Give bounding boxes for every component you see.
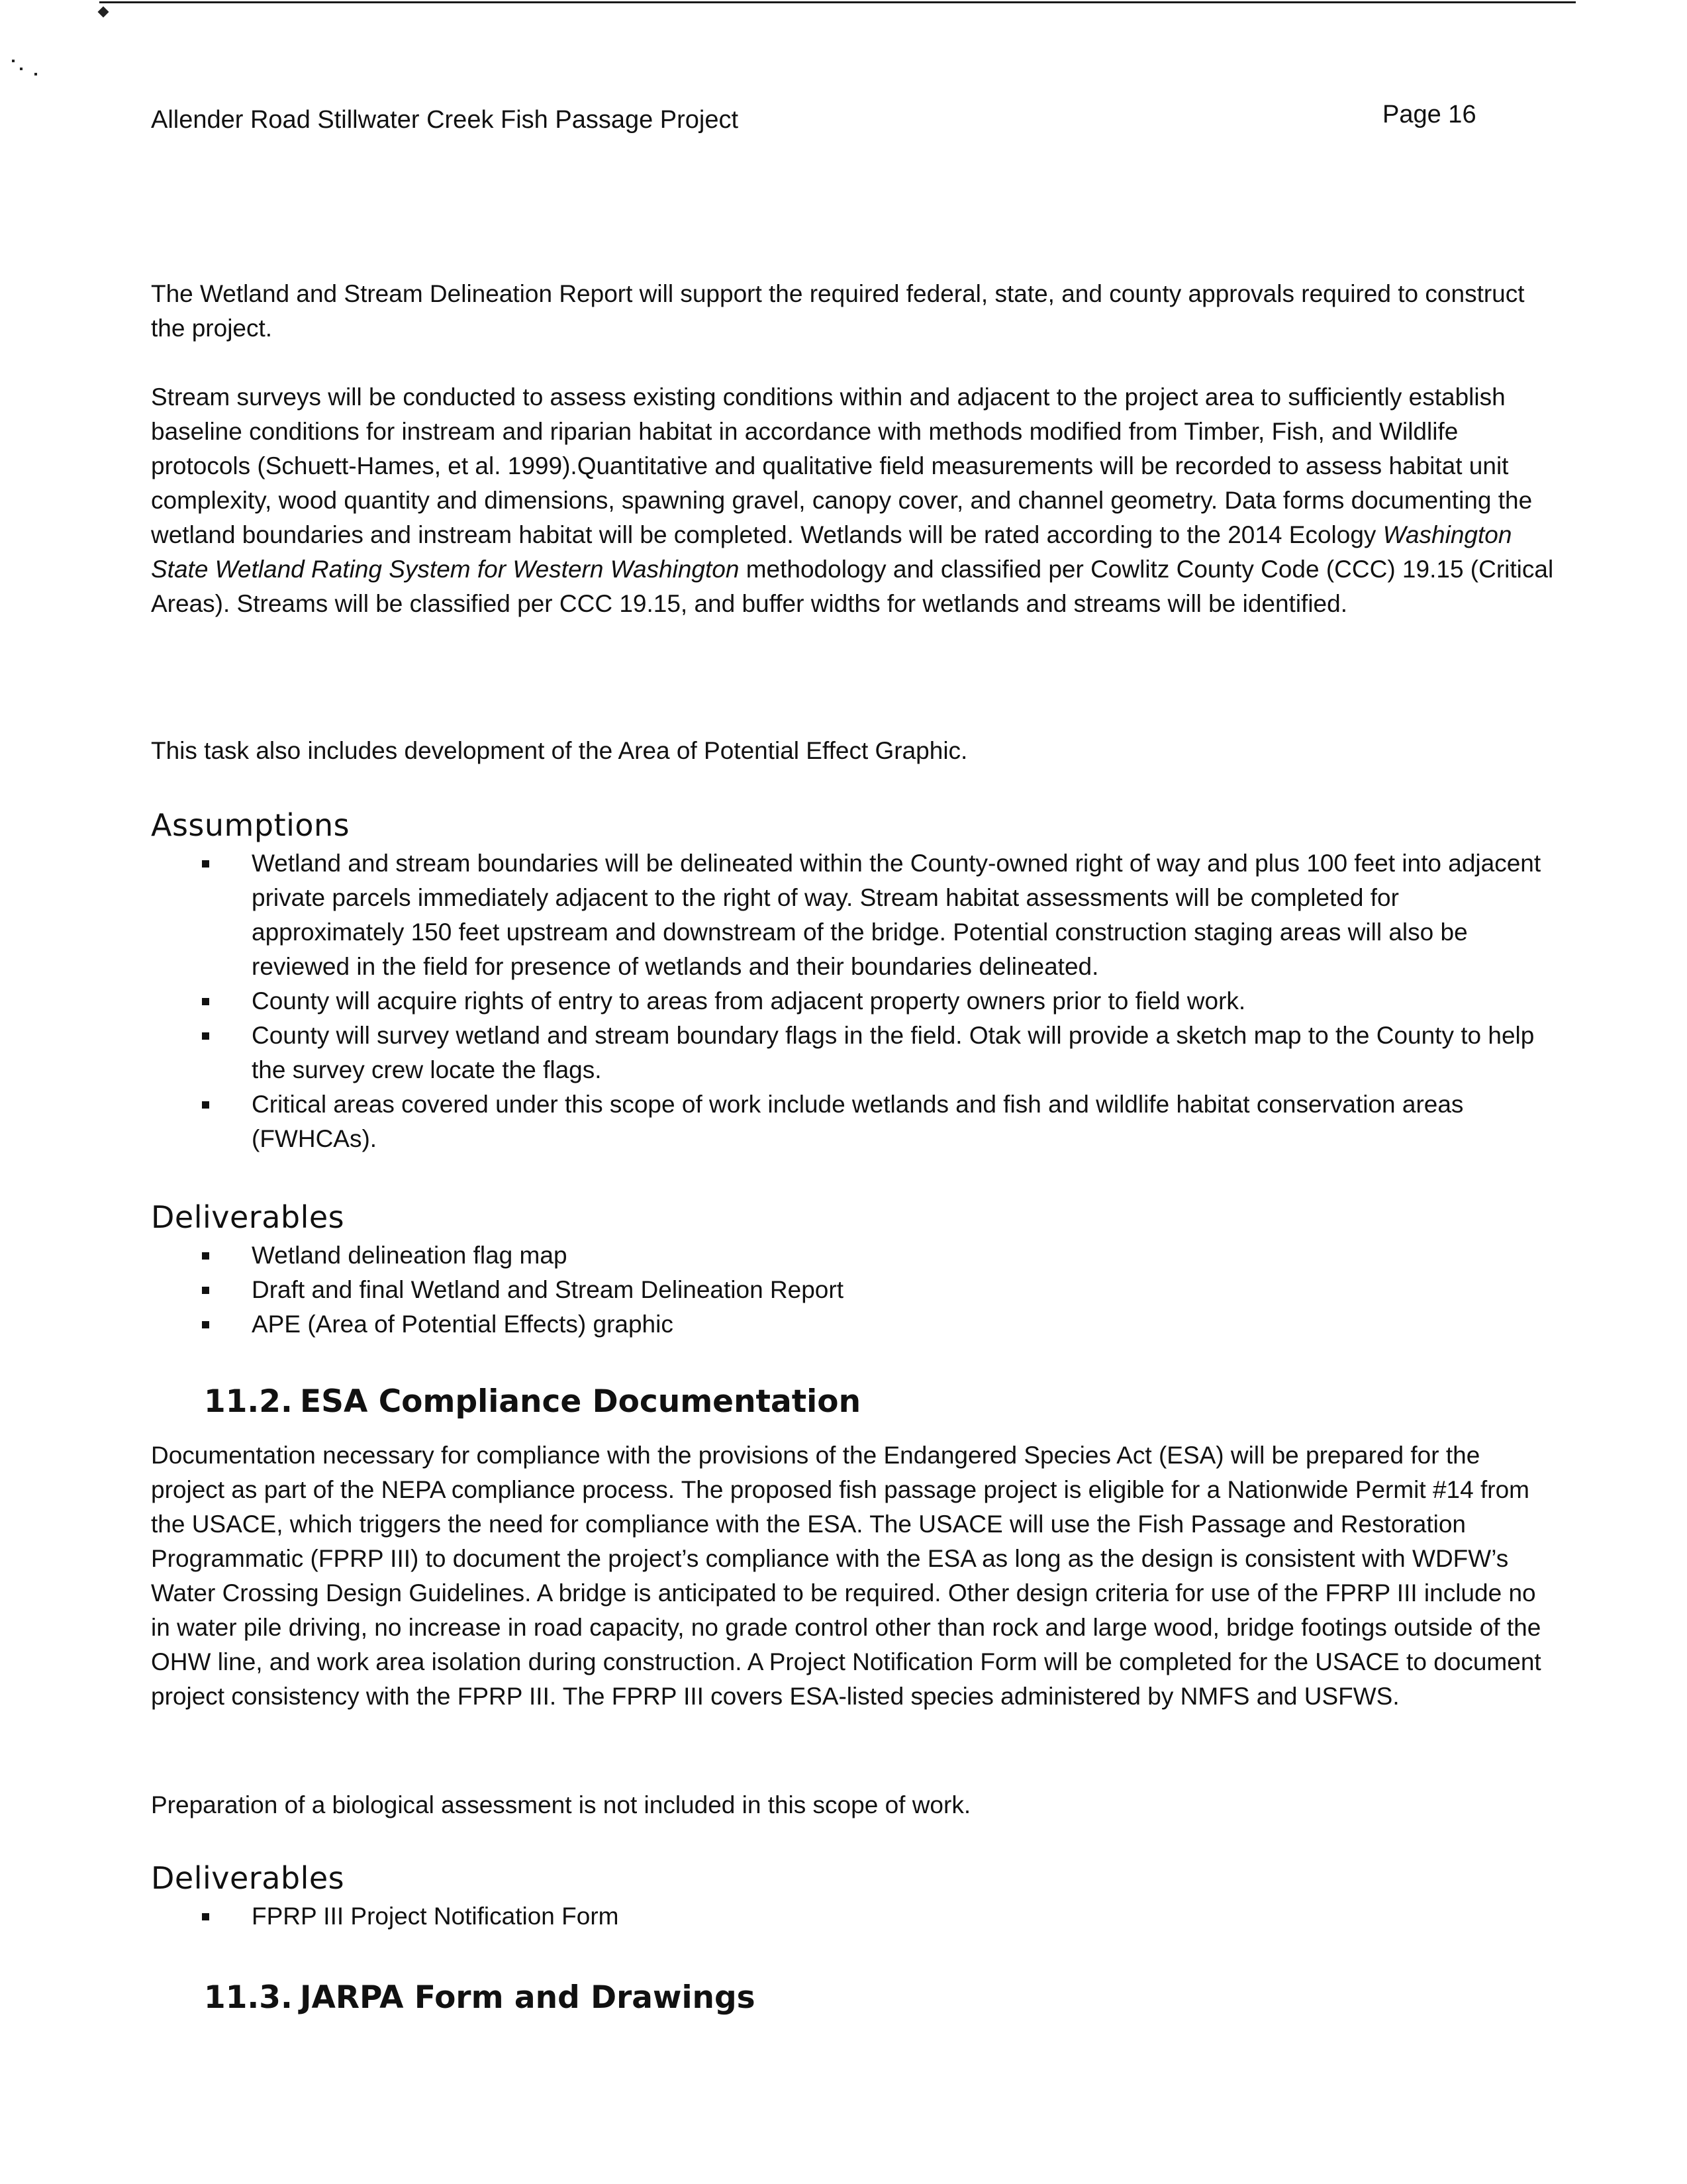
section-heading-11-3 [204,1979,755,2017]
bullet-icon [202,1321,209,1328]
list-item-text: Wetland delineation flag map [252,1242,567,1269]
list-item [151,1273,1556,1307]
assumptions-heading: Assumptions [151,807,350,843]
list-item [151,846,1556,984]
bullet-icon [202,1287,209,1294]
bullet-icon [202,860,209,868]
section-title: ESA Compliance Documentation [300,1383,861,1420]
bullet-icon [202,1252,209,1260]
list-item-text: Critical areas covered under this scope of work include wetlands and fish and wildlife habitat conservation areas (FWHCAs). [252,1091,1464,1152]
section-title: JARPA Form and Drawings [300,1979,755,2016]
header-page-number: Page 16 [1382,101,1476,128]
list-item-text: FPRP III Project Notification Form [252,1903,619,1930]
esa-paragraph-1: Documentation necessary for compliance with the provisions of the Endangered Species Act (ESA) will be prepared for the project as part of the NEPA compliance process. The proposed fish passage project is eligible for a Nationwide Permit #14 from the USACE, which triggers the need for compliance with the ESA. The USACE will use the Fish Passage and Restoration Programmatic (FPRP III) to document the project’s compliance with the ESA as long as the design is consistent with WDFW’s Water Crossing Design Guidelines. A bridge is anticipated to be required. Other design criteria for use of the FPRP III include no in water pile driving, no increase in road capacity, no grade control other than rock and large wood, bridge footings outside of the OHW line, and work area isolation during construction. A Project Notification Form will be completed for the USACE to document project consistency with the FPRP III. The FPRP III covers ESA-listed species administered by NMFS and USFWS. [151,1442,1541,1710]
list-item [151,1238,1556,1273]
bullet-icon [202,1913,209,1920]
bullet-icon [202,998,209,1005]
section-number: 11.3. [204,1979,293,2016]
list-item [151,1018,1556,1087]
list-item-text: Draft and final Wetland and Stream Delineation Report [252,1276,844,1303]
deliverables-list-1 [151,1238,1556,1342]
list-item-text: Wetland and stream boundaries will be delineated within the County-owned right of way and plus 100 feet into adjacent private parcels immediately adjacent to the right of way. Stream habitat assessments will be completed for approximately 150 feet upstream and downstream of the bridge. Potential construction staging areas will also be reviewed in the field for presence of wetlands and their boundaries delineated. [252,850,1541,980]
list-item [151,1899,1556,1934]
list-item-text: County will acquire rights of entry to areas from adjacent property owners prior to field work. [252,987,1246,1015]
assumptions-list [151,846,1556,1156]
rating-system-title: Washington State Wetland Rating System for Western Washington [151,521,1512,583]
esa-paragraph-2: Preparation of a biological assessment is not included in this scope of work. [151,1791,971,1818]
list-item [151,1087,1556,1156]
deliverables-heading-1: Deliverables [151,1199,345,1235]
header-title: Allender Road Stillwater Creek Fish Passage Project [151,106,739,134]
scan-speck [12,60,15,62]
scan-border-line [99,1,1576,3]
intro-paragraph-2-part-a: Stream surveys will be conducted to assess existing conditions within and adjacent to the project area to sufficiently establish baseline conditions for instream and riparian habitat in accordance with methods modified from Timber, Fish, and Wildlife protocols (Schuett-Hames, et al. 1999).Quantitative and qualitative field measurements will be recorded to assess habitat unit complexity, wood quantity and dimensions, spawning gravel, canopy cover, and channel geometry. Data forms documenting the wetland boundaries and instream habitat will be completed. Wetlands will be rated according to the 2014 Ecology [151,383,1533,548]
intro-paragraph-3: This task also includes development of the Area of Potential Effect Graphic. [151,737,968,764]
bullet-icon [202,1101,209,1109]
scan-speck [34,73,37,75]
section-heading-11-2 [204,1383,861,1421]
intro-paragraph-2-part-b: methodology and classified per Cowlitz County Code (CCC) 19.15 (Critical Areas). Streams will be classified per CCC 19.15, and buffer widths for wetlands and streams will be identified. [151,556,1554,617]
list-item [151,1307,1556,1342]
list-item-text: APE (Area of Potential Effects) graphic [252,1311,673,1338]
intro-paragraph-2 [151,380,1555,621]
bullet-icon [202,1032,209,1040]
scan-speck [20,68,23,70]
list-item-text: County will survey wetland and stream boundary flags in the field. Otak will provide a sketch map to the County to help the survey crew locate the flags. [252,1022,1535,1083]
section-number: 11.2. [204,1383,293,1420]
deliverables-heading-2: Deliverables [151,1860,345,1896]
scan-speck [98,7,109,18]
deliverables-list-2 [151,1899,1556,1934]
intro-paragraph-1: The Wetland and Stream Delineation Report will support the required federal, state, and county approvals required to construct the project. [151,280,1525,342]
list-item [151,984,1556,1018]
